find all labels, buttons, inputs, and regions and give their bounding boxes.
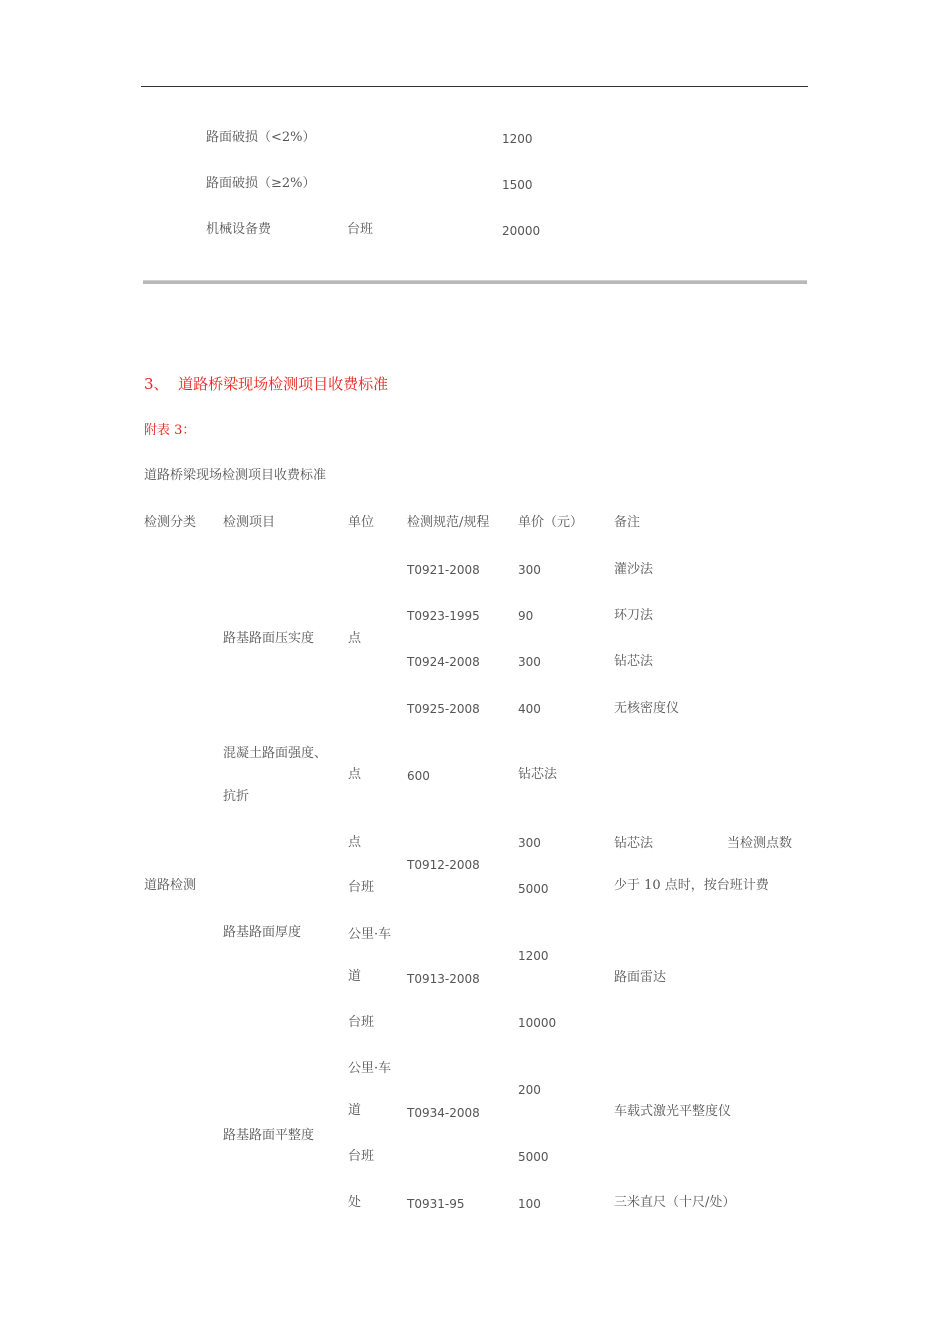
header-remark: 备注 bbox=[614, 515, 641, 530]
header-item: 检测项目 bbox=[223, 515, 276, 530]
flatness-price-km: 200 bbox=[518, 1083, 541, 1097]
category-label: 道路检测 bbox=[144, 878, 197, 893]
flatness-remark-2: 三米直尺（十尺/处） bbox=[614, 1195, 736, 1210]
compaction-item: 路基路面压实度 bbox=[223, 631, 315, 646]
thickness-unit-shift: 台班 bbox=[348, 880, 375, 895]
thickness-price-shift: 5000 bbox=[518, 882, 549, 896]
thickness-remark-1a: 钻芯法 bbox=[614, 836, 654, 851]
compaction-price-4: 400 bbox=[518, 702, 541, 716]
thickness-remark-2: 路面雷达 bbox=[614, 970, 667, 985]
flatness-unit-place: 处 bbox=[348, 1195, 362, 1210]
compaction-unit: 点 bbox=[348, 631, 362, 646]
header-unit: 单位 bbox=[348, 515, 375, 530]
compaction-standard-3: T0924-2008 bbox=[407, 655, 480, 669]
concrete-remark: 钻芯法 bbox=[518, 767, 558, 782]
flatness-price-shift: 5000 bbox=[518, 1150, 549, 1164]
compaction-price-2: 90 bbox=[518, 609, 534, 623]
thickness-standard-1: T0912-2008 bbox=[407, 858, 480, 872]
compaction-standard-4: T0925-2008 bbox=[407, 702, 480, 716]
concrete-item-line1: 混凝土路面强度、 bbox=[223, 746, 328, 761]
top-row-1-item: 路面破损（<2%） bbox=[206, 130, 316, 145]
header-standard: 检测规范/规程 bbox=[407, 515, 490, 530]
flatness-unit-shift: 台班 bbox=[348, 1149, 375, 1164]
top-row-2-price: 1500 bbox=[502, 178, 533, 192]
section-heading bbox=[144, 376, 388, 392]
thickness-unit-km-1: 公里·车 bbox=[348, 927, 392, 942]
top-row-3-item: 机械设备费 bbox=[206, 222, 272, 237]
flatness-standard-1: T0934-2008 bbox=[407, 1106, 480, 1120]
thickness-unit-km-2: 道 bbox=[348, 969, 362, 984]
flatness-item: 路基路面平整度 bbox=[223, 1128, 315, 1143]
concrete-item-line2: 抗折 bbox=[223, 789, 250, 804]
thickness-unit-point: 点 bbox=[348, 835, 362, 850]
section-title: 道路桥梁现场检测项目收费标准 bbox=[178, 375, 389, 393]
compaction-price-1: 300 bbox=[518, 563, 541, 577]
top-row-3-unit: 台班 bbox=[347, 222, 374, 237]
top-rule bbox=[141, 86, 808, 87]
concrete-unit: 点 bbox=[348, 767, 362, 782]
flatness-price-place: 100 bbox=[518, 1197, 541, 1211]
thickness-price-point: 300 bbox=[518, 836, 541, 850]
compaction-price-3: 300 bbox=[518, 655, 541, 669]
header-category: 检测分类 bbox=[144, 515, 197, 530]
thickness-price-km: 1200 bbox=[518, 949, 549, 963]
thickness-price-shift-2: 10000 bbox=[518, 1016, 557, 1030]
top-row-1-price: 1200 bbox=[502, 132, 533, 146]
compaction-remark-1: 灌沙法 bbox=[614, 562, 654, 577]
header-price: 单价（元） bbox=[518, 515, 584, 530]
top-row-2-item: 路面破损（≥2%） bbox=[206, 176, 316, 191]
table-caption: 道路桥梁现场检测项目收费标准 bbox=[144, 468, 327, 483]
compaction-remark-4: 无核密度仪 bbox=[614, 701, 680, 716]
thickness-standard-2: T0913-2008 bbox=[407, 972, 480, 986]
thickness-remark-1c: 少于 10 点时，按台班计费 bbox=[614, 878, 769, 893]
flatness-standard-2: T0931-95 bbox=[407, 1197, 465, 1211]
flatness-remark-1: 车载式激光平整度仪 bbox=[614, 1104, 732, 1119]
thickness-unit-shift-2: 台班 bbox=[348, 1015, 375, 1030]
flatness-unit-km-2: 道 bbox=[348, 1103, 362, 1118]
concrete-price: 600 bbox=[407, 769, 430, 783]
compaction-remark-3: 钻芯法 bbox=[614, 654, 654, 669]
compaction-standard-1: T0921-2008 bbox=[407, 563, 480, 577]
compaction-remark-2: 环刀法 bbox=[614, 608, 654, 623]
bottom-rule bbox=[143, 280, 807, 284]
thickness-item: 路基路面厚度 bbox=[223, 925, 302, 940]
flatness-unit-km-1: 公里·车 bbox=[348, 1061, 392, 1076]
compaction-standard-2: T0923-1995 bbox=[407, 609, 480, 623]
section-number: 3、 bbox=[144, 375, 169, 393]
thickness-remark-1b: 当检测点数 bbox=[727, 836, 793, 851]
attachment-label: 附表 3： bbox=[144, 423, 196, 438]
top-row-3-price: 20000 bbox=[502, 224, 541, 238]
